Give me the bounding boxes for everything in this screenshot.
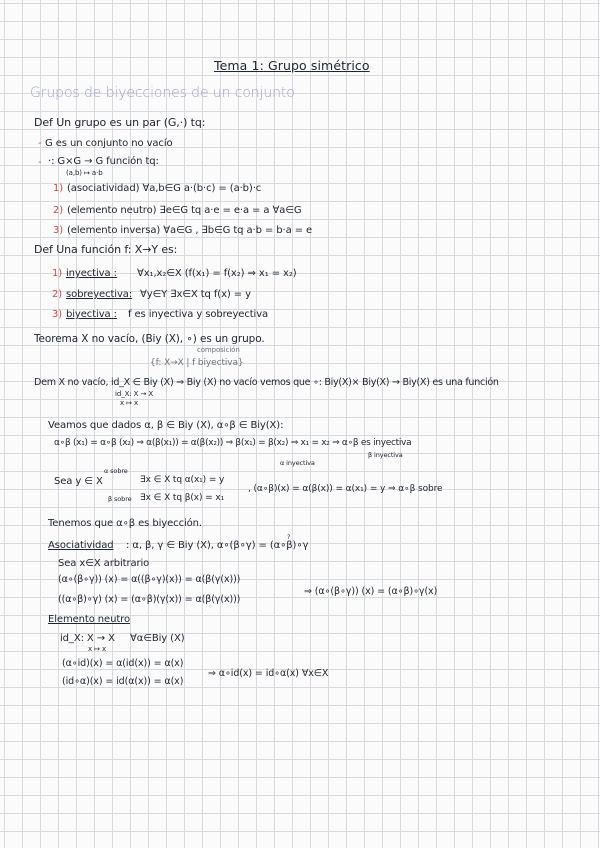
- alpha-injective-note: α inyectiva: [280, 459, 315, 467]
- surjective-step-2: ∃x ∈ X tq β(x) = x₁: [140, 493, 225, 503]
- neutral-forall: ∀α∈Biy (X): [130, 633, 185, 644]
- item-number: 3): [53, 225, 64, 236]
- axiom-associativity: (asociatividad) ∀a,b∈G a·(b·c) = (a·b)·c: [67, 183, 262, 194]
- neutral-left: (α∘id)(x) = α(id(x)) = α(x): [62, 658, 184, 669]
- bijective-label: biyectiva :: [66, 309, 117, 320]
- def-function: Def Una función f: X→Y es:: [34, 243, 178, 256]
- bullet: -: [38, 138, 42, 149]
- item-number: 3): [52, 309, 63, 320]
- page-title: Tema 1: Grupo simétrico: [214, 58, 370, 73]
- item-number: 2): [52, 289, 63, 300]
- composition-claim: Veamos que dados α, β ∈ Biy (X), α∘β ∈ Biy(X):: [48, 420, 284, 431]
- group-condition-2: ·: G×G → G función tq:: [48, 156, 159, 167]
- associativity-claim: : α, β, γ ∈ Biy (X), α∘(β∘γ) = (α∘β)∘γ: [126, 540, 309, 551]
- sea-x: Sea x∈X arbitrario: [58, 558, 150, 569]
- beta-injective-note: β inyectiva: [368, 451, 403, 459]
- theorem-note-composition: composición: [197, 346, 240, 354]
- operation-map: (a,b) ↦ a·b: [66, 169, 103, 177]
- associativity-question: ?: [287, 533, 291, 541]
- injective-label: inyectiva :: [66, 268, 117, 279]
- neutral-right: (id∘α)(x) = id(α(x)) = α(x): [62, 676, 184, 687]
- bijection-conclusion: Tenemos que α∘β es biyección.: [48, 518, 202, 529]
- def-group: Def Un grupo es un par (G,·) tq:: [34, 116, 206, 129]
- associativity-right: ((α∘β)∘γ) (x) = (α∘β)(γ(x)) = α(β(γ(x))): [58, 594, 241, 605]
- bullet: -: [38, 157, 42, 168]
- surjective-label: sobreyectiva:: [66, 289, 133, 300]
- proof-start: Dem X no vacío, id_X ∈ Biy (X) ⇒ Biy (X) no vacío vemos que ∘: Biy(X)× Biy(X) → Biy(X) es una función: [34, 377, 499, 388]
- alpha-surjective-note: α sobre: [104, 467, 128, 475]
- associativity-title: Asociatividad: [48, 540, 114, 551]
- bijective-def: f es inyectiva y sobreyectiva: [128, 309, 269, 320]
- injective-def: ∀x₁,x₂∈X (f(x₁) = f(x₂) ⇒ x₁ = x₂): [137, 268, 297, 279]
- group-condition-1: G es un conjunto no vacío: [45, 138, 173, 149]
- identity-def-2: id_X: X → X: [60, 633, 115, 644]
- axiom-inverse: (elemento inversa) ∀a∈G , ∃b∈G tq a·b = b·a = e: [67, 225, 313, 236]
- associativity-left: (α∘(β∘γ)) (x) = α((β∘γ)(x)) = α(β(γ(x))): [58, 574, 241, 585]
- neutral-conclusion: ⇒ α∘id(x) = id∘α(x) ∀x∈X: [208, 668, 329, 679]
- theorem: Teorema X no vacío, (Biy (X), ∘) es un grupo.: [34, 333, 265, 345]
- injective-proof: α∘β (x₁) = α∘β (x₂) ⇒ α(β(x₁)) = α(β(x₂)) ⇒ β(x₁) = β(x₂) ⇒ x₁ = x₂ ⇒ α∘β es inyectiva: [54, 438, 412, 448]
- theorem-note-set: {f: X→X | f biyectiva}: [150, 358, 244, 368]
- beta-surjective-note: β sobre: [108, 495, 132, 503]
- surjective-def: ∀y∈Y ∃x∈X tq f(x) = y: [140, 289, 251, 300]
- identity-map-2: x ↦ x: [88, 645, 107, 653]
- item-number: 1): [52, 268, 63, 279]
- associativity-conclusion: ⇒ (α∘(β∘γ)) (x) = (α∘β)∘γ(x): [304, 586, 438, 597]
- identity-map: x ↦ x: [120, 399, 139, 407]
- section-heading: Grupos de biyecciones de un conjunto: [30, 85, 295, 101]
- item-number: 2): [53, 205, 64, 216]
- item-number: 1): [53, 183, 64, 194]
- surjective-step-1: ∃x ∈ X tq α(x₁) = y: [140, 475, 225, 485]
- identity-def: id_X: X → X: [115, 390, 154, 398]
- surjective-conclusion: , (α∘β)(x) = α(β(x)) = α(x₁) = y ⇒ α∘β sobre: [248, 484, 443, 494]
- neutral-title: Elemento neutro: [48, 614, 130, 625]
- axiom-neutral: (elemento neutro) ∃e∈G tq a·e = e·a = a ∀a∈G: [67, 205, 302, 216]
- sea-y: Sea y ∈ X: [54, 476, 103, 487]
